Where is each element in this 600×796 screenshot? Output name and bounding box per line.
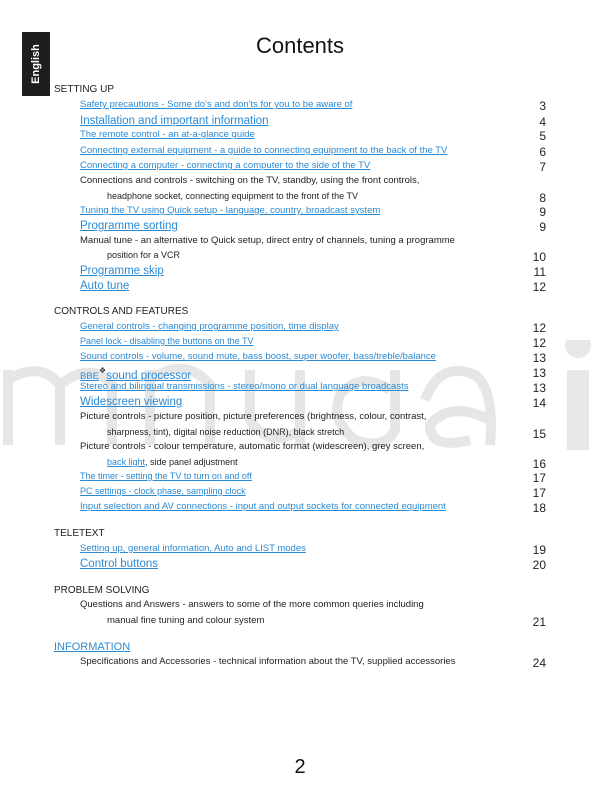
- page-ref: 13: [532, 366, 546, 380]
- toc-entry-connections: Connections and controls - switching on the TV, standby, using the front controls,: [80, 175, 420, 186]
- toc-entry-manual-tune: Manual tune - an alternative to Quick setup, direct entry of channels, tuning a programme: [80, 235, 455, 246]
- toc-entry-questions-cont: manual fine tuning and colour system: [107, 615, 265, 626]
- language-tab-label: English: [30, 44, 42, 84]
- page-ref: 18: [532, 501, 546, 515]
- toc-entry-connections-cont: headphone socket, connecting equipment to the front of the TV: [107, 191, 359, 201]
- toc-link-widescreen[interactable]: Widescreen viewing: [80, 396, 183, 408]
- toc-link-control-buttons[interactable]: Control buttons: [80, 558, 158, 570]
- page-ref: 20: [532, 558, 546, 572]
- toc-link-auto-tune[interactable]: Auto tune: [80, 280, 130, 292]
- page-ref: 5: [539, 129, 546, 143]
- page-ref: 6: [539, 145, 546, 159]
- page-ref: 12: [532, 280, 546, 294]
- toc-entry-questions: Questions and Answers - answers to some of the more common queries including: [80, 599, 424, 610]
- toc-link-sound-controls[interactable]: Sound controls - volume, sound mute, bass boost, super woofer, bass/treble/balance: [80, 351, 436, 362]
- toc-link-stereo[interactable]: Stereo and bilingual transmissions - stereo/mono or dual language broadcasts: [80, 381, 409, 392]
- page-ref: 3: [539, 99, 546, 113]
- toc-entry-picture-controls-2: Picture controls - colour temperature, automatic format (widescreen), grey screen,: [80, 441, 425, 452]
- toc-link-installation[interactable]: Installation and important information: [80, 115, 269, 127]
- toc-link-general-controls[interactable]: General controls - changing programme position, time display: [80, 321, 339, 332]
- section-heading-teletext: TELETEXT: [54, 528, 105, 539]
- toc-link-programme-sorting[interactable]: Programme sorting: [80, 220, 178, 232]
- toc-link-pc-settings[interactable]: PC settings - clock phase, sampling clock: [80, 486, 246, 496]
- toc-entry-specifications: Specifications and Accessories - technical information about the TV, supplied accessories: [80, 656, 456, 667]
- page-ref: 7: [539, 160, 546, 174]
- toc-link-remote[interactable]: The remote control - an at-a-glance guide: [80, 129, 255, 140]
- toc-link-input-selection[interactable]: Input selection and AV connections - input and output sockets for connected equipment: [80, 501, 446, 512]
- toc-link-bbe[interactable]: BBE: [80, 371, 100, 382]
- toc-link-panel-lock[interactable]: Panel lock - disabling the buttons on the TV: [80, 336, 254, 346]
- toc-link-external-equipment[interactable]: Connecting external equipment - a guide to connecting equipment to the back of the TV: [80, 145, 448, 156]
- page-ref: 12: [532, 336, 546, 350]
- toc-entry-picture-controls-1: Picture controls - picture position, picture preferences (brightness, colour, contrast,: [80, 411, 427, 422]
- page-ref: 24: [532, 656, 546, 670]
- section-heading-setting-up: SETTING UP: [54, 84, 115, 95]
- page-ref: 11: [533, 265, 546, 279]
- toc-link-back-light[interactable]: back light: [107, 457, 146, 467]
- toc-entry-picture-controls-2-cont: , side panel adjustment: [145, 457, 238, 467]
- page-ref: 9: [539, 205, 546, 219]
- page-ref: 16: [532, 457, 546, 471]
- section-heading-information[interactable]: INFORMATION: [54, 641, 131, 653]
- page-ref: 10: [532, 250, 546, 264]
- page-title: Contents: [255, 33, 345, 58]
- toc-entry-manual-tune-cont: position for a VCR: [107, 250, 181, 260]
- page-ref: 14: [532, 396, 546, 410]
- toc-entry-picture-controls-1-cont: sharpness, tint), digital noise reduction (DNR), black stretch: [107, 427, 345, 437]
- page-ref: 8: [539, 191, 546, 205]
- toc-link-quick-setup[interactable]: Tuning the TV using Quick setup - language, country, broadcast system: [80, 205, 381, 216]
- toc-link-safety[interactable]: Safety precautions - Some do's and don'ts for you to be aware of: [80, 99, 353, 110]
- page-ref: 17: [532, 471, 546, 485]
- page-ref: 4: [539, 115, 546, 129]
- toc-link-programme-skip[interactable]: Programme skip: [80, 265, 164, 277]
- toc-link-teletext-setup[interactable]: Setting up, general information, Auto and LIST modes: [80, 543, 306, 554]
- toc-link-computer[interactable]: Connecting a computer - connecting a computer to the side of the TV: [80, 160, 371, 171]
- page-ref: 9: [539, 220, 546, 234]
- page-ref: 21: [532, 615, 546, 629]
- section-heading-problem-solving: PROBLEM SOLVING: [54, 585, 150, 596]
- bbe-symbol-icon: ❖: [99, 366, 107, 375]
- page-ref: 19: [532, 543, 546, 557]
- page-ref: 15: [532, 427, 546, 441]
- page-ref: 17: [532, 486, 546, 500]
- section-heading-controls: CONTROLS AND FEATURES: [54, 306, 189, 317]
- page-number: 2: [294, 756, 306, 778]
- page-ref: 12: [532, 321, 546, 335]
- toc-link-sound-processor[interactable]: sound processor: [106, 370, 192, 382]
- page-ref: 13: [532, 381, 546, 395]
- toc-link-timer[interactable]: The timer - setting the TV to turn on and off: [80, 471, 252, 481]
- page-ref: 13: [532, 351, 546, 365]
